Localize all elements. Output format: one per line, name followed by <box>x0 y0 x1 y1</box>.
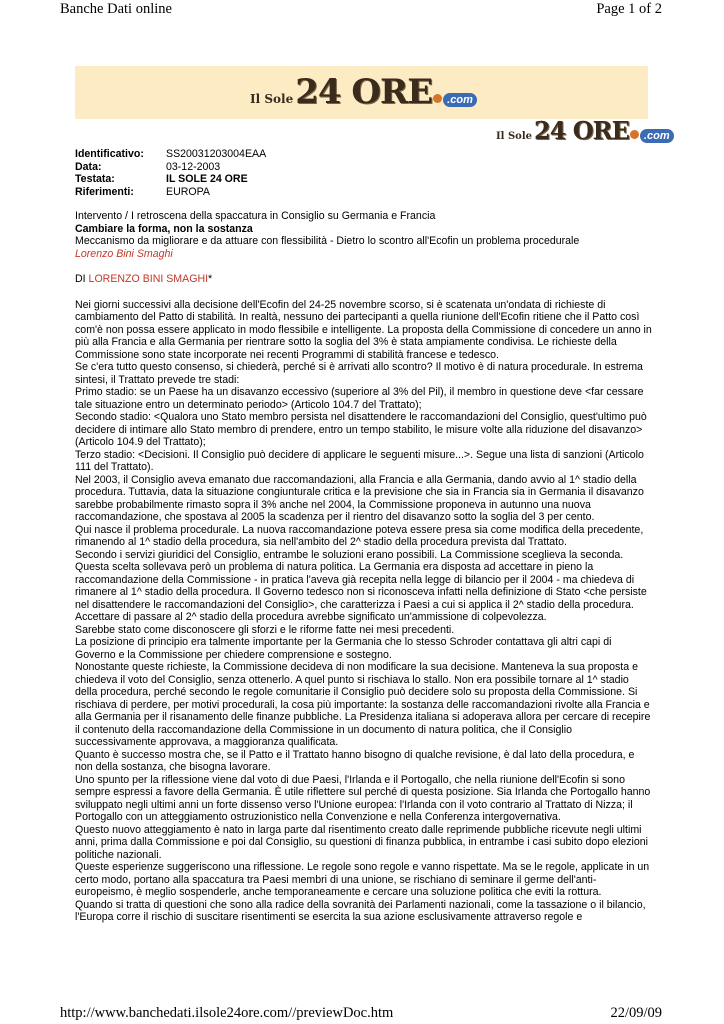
body-paragraph: Sarebbe stato come disconoscere gli sforzi e le riforme fatte nei mesi precedenti. <box>75 623 455 636</box>
headline-kicker: Intervento / I retroscena della spaccatura in Consiglio su Germania e Francia <box>75 210 436 222</box>
print-footer <box>60 1005 662 1022</box>
logo-brand: 24 ORE <box>534 116 629 145</box>
logo-brand: 24 ORE <box>295 72 433 112</box>
headline-title: Cambiare la forma, non la sostanza <box>75 222 253 235</box>
body-paragraph: Qui nasce il problema procedurale. La nuova raccomandazione poteva essere presa sia come modifica della precedente, rimanendo al 1^ stadio della procedura, sia nell'ambito del 2^ stadio della procedura prevista dal Trattato. <box>75 523 644 548</box>
byline-author: LORENZO BINI SMAGHI <box>88 273 209 285</box>
body-paragraph: Terzo stadio: <Decisioni. Il Consiglio può decidere di applicare le seguenti misure...>. Segue una lista di sanzioni (Articolo 111 del Trattato). <box>75 448 644 473</box>
body-paragraph: Nel 2003, il Consiglio aveva emanato due raccomandazioni, alla Francia e alla Germania, dando avvio al 1^ stadio della procedura. Tuttavia, data la situazione congiunturale critica e la previsione che sia in Francia sia in Germania il disavanzo sarebbe probabilmente rimasto sopra il 3% anche nel 2004, la Commissione proponeva in autunno una nuova raccomandazione, che spostava al 2005 la scadenza per il rientro del disavanzo sotto la soglia del 3 per cento. <box>75 473 644 523</box>
byline-prefix: DI <box>75 273 89 285</box>
logo-suffix: .com <box>443 93 477 107</box>
print-header <box>60 1 662 18</box>
byline-suffix: * <box>208 273 213 285</box>
meta-label-refs: Riferimenti: <box>75 185 134 198</box>
page-number: Page 1 of 2 <box>596 1 662 17</box>
body-paragraph: Nei giorni successivi alla decisione dell'Ecofin del 24-25 novembre scorso, si è scatenata un'ondata di richieste di cambiamento del Patto di stabilità. In realtà, nessuno dei partecipanti a quella riunione dell'Ecofin ritiene che il Patto così com'è non possa essere applicato in modo flessibile e intelligente. La proposta della Commissione di concedere un anno in più alla Francia e alla Germania per rientrare sotto la soglia del 3% è stata ampiamente condivisa. Le richieste della Commissione sono state incorporate nei recenti Programmi di stabilità francese e tedesco. <box>75 298 652 361</box>
logo-prefix: Il Sole <box>496 131 533 142</box>
meta-value-date: 03-12-2003 <box>166 160 221 173</box>
body-paragraph: Nonostante queste richieste, la Commissione decideva di non modificare la sua decisione. Manteneva la sua proposta e chiedeva il voto del Consiglio, senza ottenerlo. A quel punto si rischiava lo stallo. Non era possibile tornare al 1^ stadio della procedura, perché secondo le regole comunitarie il Consiglio può decidere solo su proposta della Commissione. Si rischiava di perdere, per motivi procedurali, la cosa più importante: la sostanza delle raccomandazioni rivolte alla Francia e alla Germania per il risanamento delle finanze pubbliche. La Presidenza italiana si adoperava allora per cercare di recepire il contenuto della raccomandazione della Commissione in un documento di natura politica, che il Consiglio successivamente approvava, a maggioranza qualificata. <box>75 661 651 748</box>
body-paragraph: Secondo stadio: <Qualora uno Stato membro persista nel disattendere le raccomandazioni del Consiglio, quest'ultimo può decidere di intimare allo Stato membro di prendere, entro un tempo stabilito, le misure volte alla riduzione del disavanzo> (Articolo 104.9 del Trattato); <box>75 411 647 448</box>
source-url: http://www.banchedati.ilsole24ore.com//previewDoc.htm <box>60 1005 394 1021</box>
body-paragraph: Questa scelta sollevava però un problema di natura politica. La Germania era disposta ad accettare in pieno la raccomandazione della Commissione - in pratica l'aveva già recepita nella legge di bilancio per il 2004 - ma chiedeva di rimanere al 1^ stadio della procedura. Il Governo tedesco non si riconosceva infatti nella definizione di Stato <che persiste nel disattendere le raccomandazioni del Consiglio>, che caratterizza i Paesi a cui si applica il 2^ stadio della procedura. Accettare di passare al 2^ stadio della procedura avrebbe significato un'ammissione di colpevolezza. <box>75 561 647 623</box>
sole24ore-small-logo <box>496 116 674 145</box>
print-header-title: Banche Dati online <box>60 1 172 17</box>
logo-suffix: .com <box>640 129 674 143</box>
article-metadata <box>75 148 653 198</box>
body-paragraph: Uno spunto per la riflessione viene dal voto di due Paesi, l'Irlanda e il Portogallo, che nella riunione dell'Ecofin si sono sempre espressi a favore della Germania. È utile riflettere sul perché di questa posizione. Sia Irlanda che Portogallo hanno sviluppato negli ultimi anni un forte dissenso verso l'Unione europea: l'Irlanda con il voto contrario al Trattato di Nizza; il Portogallo con un atteggiamento ostruzionistico nella Convenzione e nella Conferenza intergovernativa. <box>75 773 651 823</box>
body-paragraph: Queste esperienze suggeriscono una riflessione. Le regole sono regole e vanno rispettate. Ma se le regole, applicate in un certo modo, portano alla spaccatura tra Paesi membri di una unione, se rischiano di seminare il germe dell'anti-europeismo, è meglio sospenderle, anche temporaneamente e cercare una soluzione politica che eviti la rottura. <box>75 861 650 898</box>
meta-label-id: Identificativo: <box>75 148 144 160</box>
byline <box>75 273 653 286</box>
meta-label-source: Testata: <box>75 173 115 185</box>
logo-dot-icon <box>433 94 442 103</box>
meta-value-refs: EUROPA <box>166 185 210 198</box>
headline-author: Lorenzo Bini Smaghi <box>75 247 173 260</box>
body-paragraph: Se c'era tutto questo consenso, si chiederà, perché si è arrivati allo scontro? Il motivo è di natura procedurale. In estrema sintesi, il Trattato prevede tre stadi: <box>75 361 643 386</box>
body-paragraph: Quanto è successo mostra che, se il Patto e il Trattato hanno bisogno di qualche revisione, è dal lato della procedura, e non della sostanza, che bisogna lavorare. <box>75 748 635 773</box>
headline-subtitle: Meccanismo da migliorare e da attuare con flessibilità - Dietro lo scontro all'Ecofin un problema procedurale <box>75 235 580 247</box>
headline-block <box>75 210 653 260</box>
article <box>75 148 653 924</box>
sole24ore-logo <box>250 72 477 112</box>
logo-prefix: Il Sole <box>250 92 294 106</box>
article-body <box>75 299 653 924</box>
body-paragraph: Questo nuovo atteggiamento è nato in larga parte dal risentimento creato dalle reprimende pubbliche ricevute negli ultimi anni, prima dalla Commissione e poi dal Consiglio, su questioni di finanza pubblica, in entrambe i casi subito dopo elezioni politiche nazionali. <box>75 823 648 861</box>
print-date: 22/09/09 <box>610 1005 662 1021</box>
meta-label-date: Data: <box>75 160 102 173</box>
logo-dot-icon <box>630 130 639 139</box>
body-paragraph: La posizione di principio era talmente importante per la Germania che lo stesso Schroder contattava gli altri capi di Governo e la Commissione per chiedere comprensione e sostegno. <box>75 636 612 661</box>
body-paragraph: Secondo i servizi giuridici del Consiglio, entrambe le soluzioni erano possibili. La Commissione sceglieva la seconda. <box>75 548 624 561</box>
meta-value-id: SS20031203004EAA <box>166 148 267 160</box>
body-paragraph: Quando si tratta di questioni che sono alla radice della sovranità dei Parlamenti nazionali, come la tassazione o il bilancio, l'Europa corre il rischio di suscitare risentimenti se esercita la sua azione esclusivamente attraverso regole e <box>75 898 646 923</box>
meta-value-source: IL SOLE 24 ORE <box>166 173 248 185</box>
body-paragraph: Primo stadio: se un Paese ha un disavanzo eccessivo (superiore al 3% del Pil), il membro in questione deve <far cessare tale situazione entro un determinato periodo> (Articolo 104.7 del Trattato); <box>75 386 644 411</box>
